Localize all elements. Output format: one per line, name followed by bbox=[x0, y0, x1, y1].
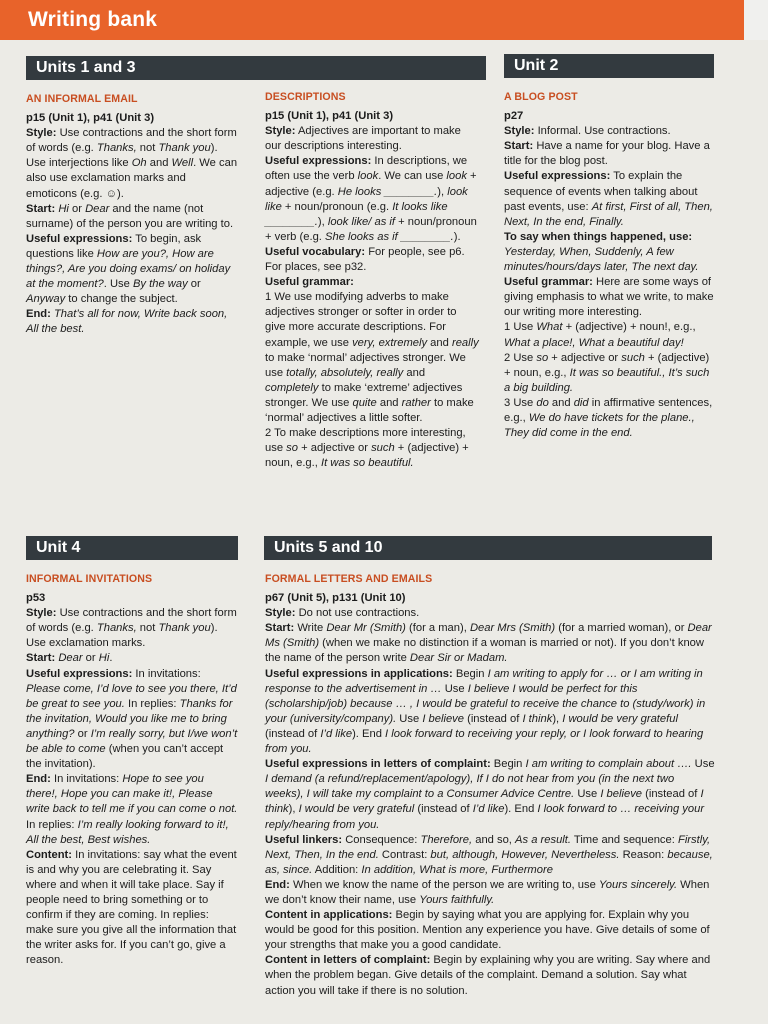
start-paragraph: Start: Hi or Dear and the name (not surname) of the person you are writing to. bbox=[26, 202, 234, 230]
section-header-units-1-3: Units 1 and 3 bbox=[26, 56, 486, 80]
grammar-point-2: 2 To make descriptions more interesting, use so + adjective or such + (adjective) + noun, e.g., It was so beautiful. bbox=[265, 427, 469, 470]
page-reference: p15 (Unit 1), p41 (Unit 3) bbox=[26, 112, 155, 125]
start-paragraph: Start: Have a name for your blog. Have a title for the blog post. bbox=[504, 140, 710, 168]
applications-expressions-paragraph: Useful expressions in applications: Begin I am writing to apply for … or I am writing in response to the advertisement in … Use I believe I would be perfect for this (scholarship/job) because … , I would be grateful to receive the chance to (study/work) in your (university/company). Use I believe (instead of I think), I would be very grateful (instead of I’d like). End I look forward to receiving your reply, or I look forward to hearing from you. bbox=[265, 667, 706, 756]
section-subheading: INFORMAL INVITATIONS bbox=[26, 573, 153, 585]
section-header-unit-4: Unit 4 bbox=[26, 536, 238, 560]
section-subheading: DESCRIPTIONS bbox=[265, 91, 346, 103]
start-paragraph: Start: Write Dear Mr (Smith) (for a man), Dear Mrs (Smith) (for a married woman), or Dear Ms (Smith) (when we make no distinction if a woman is married or not). If you don’t know the name of the person write Dear Sir or Madam. bbox=[265, 622, 712, 665]
style-paragraph: Style: Use contractions and the short form of words (e.g. Thanks, not Thank you). Use exclamation marks. bbox=[26, 607, 237, 650]
style-paragraph: Style: Adjectives are important to make our descriptions interesting. bbox=[265, 125, 461, 153]
descriptions-section bbox=[265, 90, 479, 471]
end-paragraph: End: When we know the name of the person we are writing to, use Yours sincerely. When we don’t know their name, use Yours faithfully. bbox=[265, 878, 710, 906]
useful-linkers-paragraph: Useful linkers: Consequence: Therefore, and so, As a result. Time and sequence: Firstly, Next, Then, In the end. Contrast: but, although, However, Nevertheless. Reason: because, as, since. Addition: In addition, What is more, Furthermore bbox=[265, 833, 713, 876]
grammar-point-1: 1 We use modifying adverbs to make adjectives stronger or softer in order to give more accurate descriptions. For example, we use very, extremely and really to make ‘normal’ adjectives stronger. We use totally, absolutely, really and completely to make ‘extreme’ adjectives stronger. We use quite and rather to make ‘normal’ adjectives a little softer. bbox=[265, 291, 479, 424]
grammar-point-2: 2 Use so + adjective or such + (adjective) + noun, e.g., It was so beautiful., It’s such a big building. bbox=[504, 351, 710, 394]
useful-expressions-paragraph: Useful expressions: In descriptions, we often use the verb look. We can use look + adjective (e.g. He looks ________.), look like + noun/pronoun (e.g. It looks like ________.), look like/ as if + noun/pronoun + verb (e.g. She looks as if ________.). bbox=[265, 155, 477, 243]
style-paragraph: Style: Use contractions and the short form of words (e.g. Thanks, not Thank you). Use interjections like Oh and Well. We can also use exclamation marks and emoticons (e.g. ☺). bbox=[26, 127, 238, 200]
useful-expressions-paragraph: Useful expressions: To explain the sequence of events when talking about past events, use: At first, First of all, Then, Next, In the end, Finally. bbox=[504, 170, 713, 228]
start-paragraph: Start: Dear or Hi. bbox=[26, 652, 113, 665]
page-edge bbox=[744, 0, 768, 40]
useful-grammar-label: Useful grammar: bbox=[265, 276, 354, 289]
useful-expressions-paragraph: Useful expressions: In invitations: Please come, I’d love to see you there, It’d be great to see you. In replies: Thanks for the invitation, Would you like me to bring anything? or I’m really sorry, but I/we won’t be able to come (when you can’t accept the invitation). bbox=[26, 667, 238, 771]
formal-letters-section bbox=[265, 572, 715, 999]
informal-invitations-section bbox=[26, 572, 238, 968]
section-header-unit-2: Unit 2 bbox=[504, 54, 714, 78]
section-subheading: A BLOG POST bbox=[504, 91, 578, 103]
section-subheading: AN INFORMAL EMAIL bbox=[26, 93, 138, 105]
section-header-units-5-10: Units 5 and 10 bbox=[264, 536, 712, 560]
useful-grammar-paragraph: Useful grammar: Here are some ways of giving emphasis to what we write, to make our writing more interesting. bbox=[504, 276, 714, 319]
content-complaint-paragraph: Content in letters of complaint: Begin by explaining why you are writing. Say where and when the problem began. Give details of the complaint. Demand a solution. Say what action you will take if there is no solution. bbox=[265, 954, 711, 997]
page-reference: p15 (Unit 1), p41 (Unit 3) bbox=[265, 110, 394, 123]
informal-email-section bbox=[26, 92, 238, 338]
page-reference: p27 bbox=[504, 110, 524, 123]
useful-vocabulary-paragraph: Useful vocabulary: For people, see p6. For places, see p32. bbox=[265, 245, 465, 274]
page-header-bar bbox=[0, 0, 768, 40]
complaint-expressions-paragraph: Useful expressions in letters of complaint: Begin I am writing to complain about …. Use I demand (a refund/replacement/apology), If I do not hear from you (in the next two weeks), I will take my complaint to a Consumer Advice Centre. Use I believe (instead of I think), I would be very grateful (instead of I’d like). End I look forward to … receiving your reply/hearing from you. bbox=[265, 758, 715, 831]
end-paragraph: End: In invitations: Hope to see you there!, Hope you can make it!, Please write back to tell me if you can come o not. In replies: I’m really looking forward to it!, All the best, Best wishes. bbox=[26, 773, 238, 846]
useful-expressions-paragraph: Useful expressions: To begin, ask questions like How are you?, How are things?, Are you doing exams/ on holiday at the moment?. Use By the way or Anyway to change the subject. bbox=[26, 232, 231, 306]
section-subheading: FORMAL LETTERS AND EMAILS bbox=[265, 573, 433, 585]
grammar-point-1: 1 Use What + (adjective) + noun!, e.g., What a place!, What a beautiful day! bbox=[504, 321, 696, 349]
content-paragraph: Content: In invitations: say what the event is and why you are celebrating it. Say where and when it will take place. Say if people need to bring something or to confirm if they are coming. In replies: make sure you give all the information that the writer asks for. If you can’t go, give a reason. bbox=[26, 848, 237, 967]
grammar-point-3: 3 Use do and did in affirmative sentences, e.g., We do have tickets for the plane., They did come in the end. bbox=[504, 396, 713, 440]
page-title: Writing bank bbox=[28, 8, 158, 31]
content-applications-paragraph: Content in applications: Begin by saying what you are applying for. Explain why you would be good for this position. Mention any experience you have. Give details of some of your strengths that make you a good candidate. bbox=[265, 909, 710, 952]
page-reference: p53 bbox=[26, 592, 46, 605]
end-paragraph: End: That’s all for now, Write back soon, All the best. bbox=[26, 308, 228, 336]
style-paragraph: Style: Do not use contractions. bbox=[265, 607, 420, 620]
when-things-happened-paragraph: To say when things happened, use: Yesterday, When, Suddenly, A few minutes/hours/days later, The next day. bbox=[504, 230, 699, 274]
page-reference: p67 (Unit 5), p131 (Unit 10) bbox=[265, 592, 406, 605]
style-paragraph: Style: Informal. Use contractions. bbox=[504, 125, 671, 138]
blog-post-section bbox=[504, 90, 716, 441]
